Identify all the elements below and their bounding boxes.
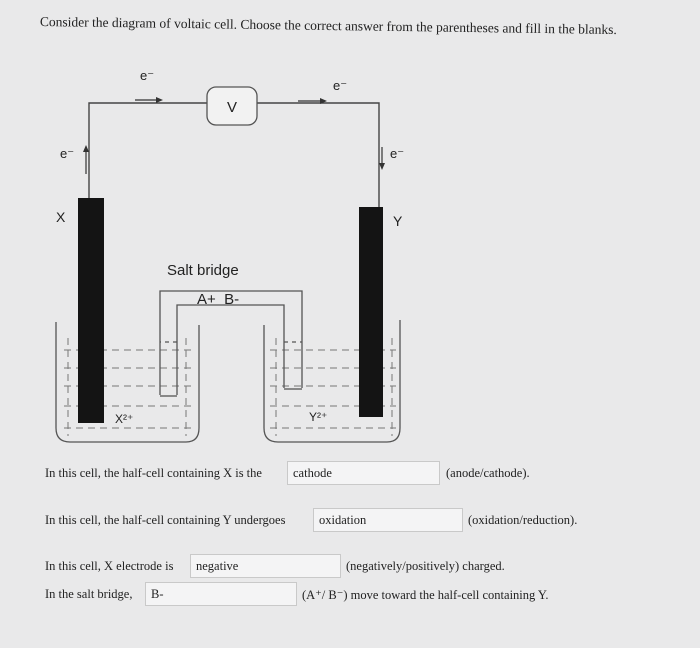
question-4-text: In the salt bridge,: [45, 587, 133, 601]
ion-y2-label: Y²⁺: [309, 410, 328, 424]
question-1-options: (anode/cathode).: [446, 466, 530, 480]
salt-bridge-plug-left: [160, 395, 177, 397]
salt-bridge-plug-right: [284, 388, 302, 390]
electron-label-top-right: e⁻: [333, 78, 348, 93]
question-1-text: In this cell, the half-cell containing X is the: [45, 466, 262, 480]
electrode-y-label: Y: [393, 213, 403, 229]
electron-arrow-left-up: [83, 145, 89, 174]
electrode-y: [359, 207, 383, 417]
question-3-text: In this cell, X electrode is: [45, 559, 174, 573]
question-2-options: (oxidation/reduction).: [468, 513, 578, 527]
electrode-x: [78, 198, 104, 423]
electrode-x-label: X: [56, 209, 66, 225]
salt-bridge-ions: A+ B-: [197, 291, 240, 308]
electron-arrow-right-down: [379, 147, 385, 170]
question-4-options: (A⁺/ B⁻) move toward the half-cell containing Y.: [302, 588, 549, 602]
ion-x2-label: X²⁺: [115, 412, 134, 426]
voltmeter: [207, 87, 257, 125]
electron-arrow-top-left: [135, 97, 163, 103]
question-1-answer-field[interactable]: cathode: [287, 461, 440, 485]
electron-label-right: e⁻: [390, 146, 405, 161]
electron-label-left: e⁻: [60, 146, 75, 161]
electron-label-top-left: e⁻: [140, 68, 155, 83]
voltmeter-label: V: [226, 99, 238, 116]
question-2-text: In this cell, the half-cell containing Y undergoes: [45, 513, 286, 527]
question-3-answer-field[interactable]: negative: [190, 554, 341, 578]
question-4-answer-field[interactable]: B-: [145, 582, 297, 606]
question-2-answer-field[interactable]: oxidation: [313, 508, 463, 532]
question-3-options: (negatively/positively) charged.: [346, 559, 505, 573]
salt-bridge-label: Salt bridge: [167, 262, 239, 279]
instructions: Consider the diagram of voltaic cell. Choose the correct answer from the parentheses and fill in the blanks.: [39, 14, 617, 38]
